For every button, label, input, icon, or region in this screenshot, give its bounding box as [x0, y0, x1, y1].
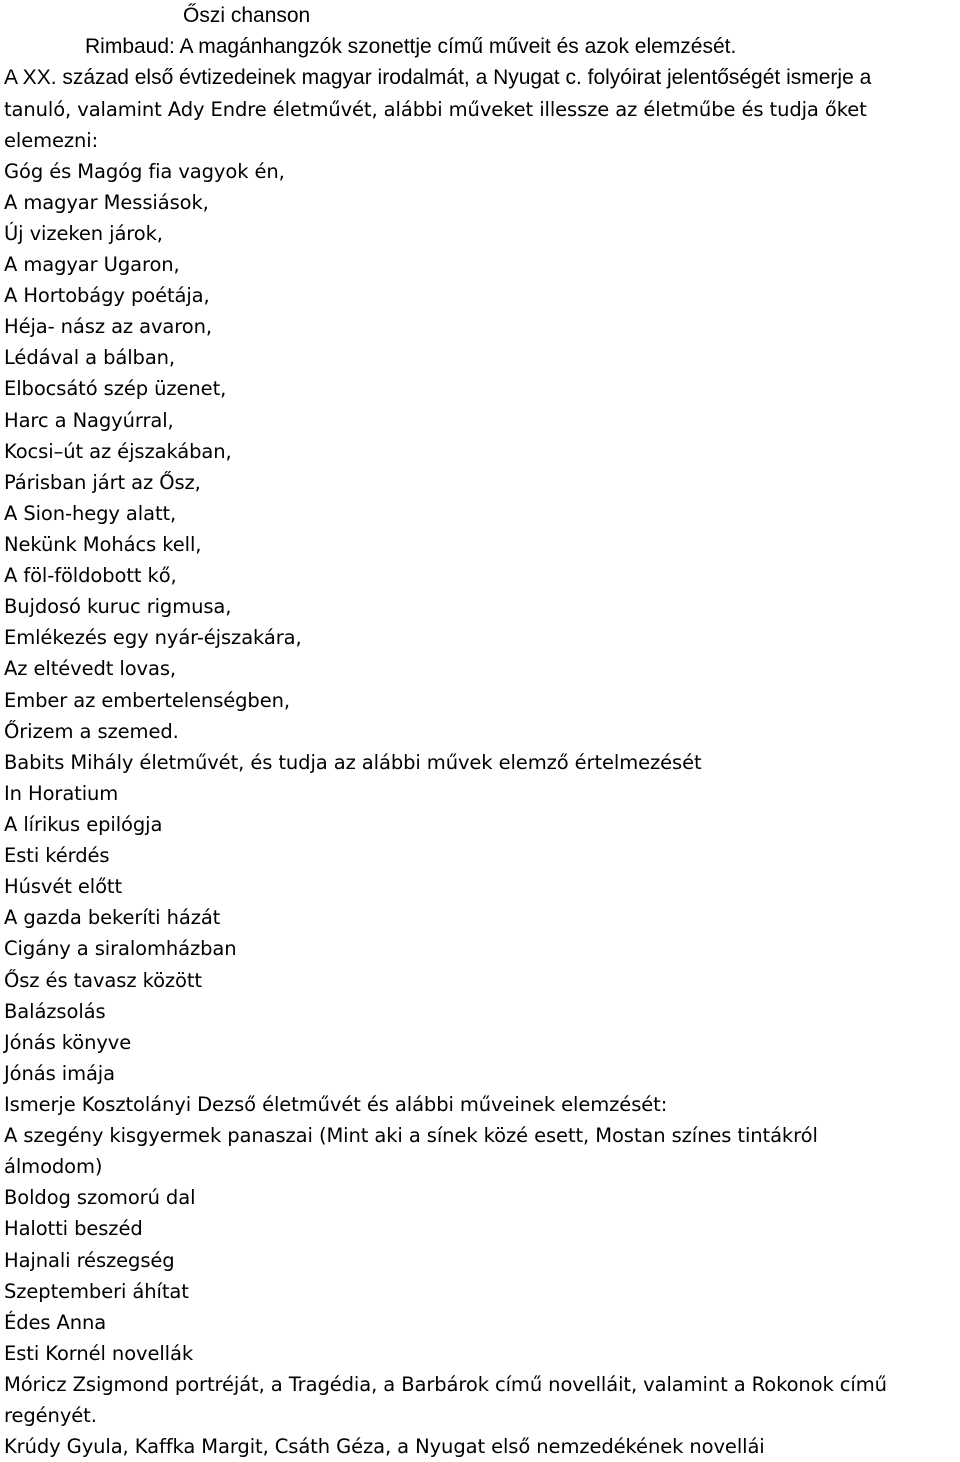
ady-work-item: A Hortobágy poétája, — [4, 284, 210, 307]
ady-work-item: Elbocsátó szép üzenet, — [4, 377, 227, 400]
kosztolanyi-work-item: Édes Anna — [4, 1311, 107, 1334]
babits-work-item: In Horatium — [4, 782, 119, 805]
nyugat-novellas-line: Krúdy Gyula, Kaffka Margit, Csáth Géza, a Nyugat első nemzedékének novellái — [4, 1435, 765, 1458]
intro-line: A XX. század első évtizedeinek magyar irodalmát, a Nyugat c. folyóirat jelentőségét ismerje a — [4, 66, 872, 89]
babits-work-item: Jónás könyve — [4, 1031, 132, 1054]
babits-work-item: Húsvét előtt — [4, 875, 122, 898]
kosztolanyi-work-item: A szegény kisgyermek panaszai (Mint aki a sínek közé esett, Mostan színes tintákról — [4, 1124, 818, 1147]
ady-work-item: Lédával a bálban, — [4, 346, 176, 369]
ady-work-item: A föl-földobott kő, — [4, 564, 177, 587]
kosztolanyi-intro: Ismerje Kosztolányi Dezső életművét és alábbi műveinek elemzését: — [4, 1093, 668, 1116]
kosztolanyi-work-item: Boldog szomorú dal — [4, 1186, 196, 1209]
ady-work-item: Bujdosó kuruc rigmusa, — [4, 595, 232, 618]
babits-work-item: A lírikus epilógja — [4, 813, 163, 836]
subtitle-line: Rimbaud: A magánhangzók szonettje című műveit és azok elemzését. — [85, 35, 737, 58]
ady-work-item: Az eltévedt lovas, — [4, 657, 176, 680]
poem-title: Őszi chanson — [183, 4, 311, 27]
ady-work-item: Párisban járt az Ősz, — [4, 471, 201, 494]
babits-work-item: A gazda bekeríti házát — [4, 906, 221, 929]
ady-work-item: A magyar Ugaron, — [4, 253, 180, 276]
ady-work-item: Harc a Nagyúrral, — [4, 409, 174, 432]
babits-intro: Babits Mihály életművét, és tudja az alábbi művek elemző értelmezését — [4, 751, 702, 774]
babits-work-item: Esti kérdés — [4, 844, 110, 867]
ady-work-item: A Sion-hegy alatt, — [4, 502, 177, 525]
ady-work-item: Ember az embertelenségben, — [4, 689, 290, 712]
kosztolanyi-work-item: álmodom) — [4, 1155, 103, 1178]
babits-work-item: Jónás imája — [4, 1062, 115, 1085]
babits-work-item: Cigány a siralomházban — [4, 937, 237, 960]
kosztolanyi-work-item: Halotti beszéd — [4, 1217, 143, 1240]
ady-work-item: Kocsi–út az éjszakában, — [4, 440, 232, 463]
ady-work-item: Új vizeken járok, — [4, 222, 163, 245]
intro-line: tanuló, valamint Ady Endre életművét, alábbi műveket illessze az életműbe és tudja őket — [4, 98, 867, 121]
babits-work-item: Ősz és tavasz között — [4, 969, 202, 992]
intro-line: elemezni: — [4, 129, 99, 152]
kosztolanyi-work-item: Hajnali részegség — [4, 1249, 175, 1272]
babits-work-item: Balázsolás — [4, 1000, 106, 1023]
ady-work-item: Nekünk Mohács kell, — [4, 533, 202, 556]
moricz-line: regényét. — [4, 1404, 97, 1427]
moricz-line: Móricz Zsigmond portréját, a Tragédia, a Barbárok című novelláit, valamint a Rokonok című — [4, 1373, 887, 1396]
kosztolanyi-work-item: Szeptemberi áhítat — [4, 1280, 189, 1303]
ady-work-item: Héja- nász az avaron, — [4, 315, 212, 338]
ady-work-item: Őrizem a szemed. — [4, 720, 179, 743]
kosztolanyi-work-item: Esti Kornél novellák — [4, 1342, 194, 1365]
ady-work-item: Emlékezés egy nyár-éjszakára, — [4, 626, 302, 649]
ady-work-item: A magyar Messiások, — [4, 191, 209, 214]
ady-work-item: Góg és Magóg fia vagyok én, — [4, 160, 285, 183]
